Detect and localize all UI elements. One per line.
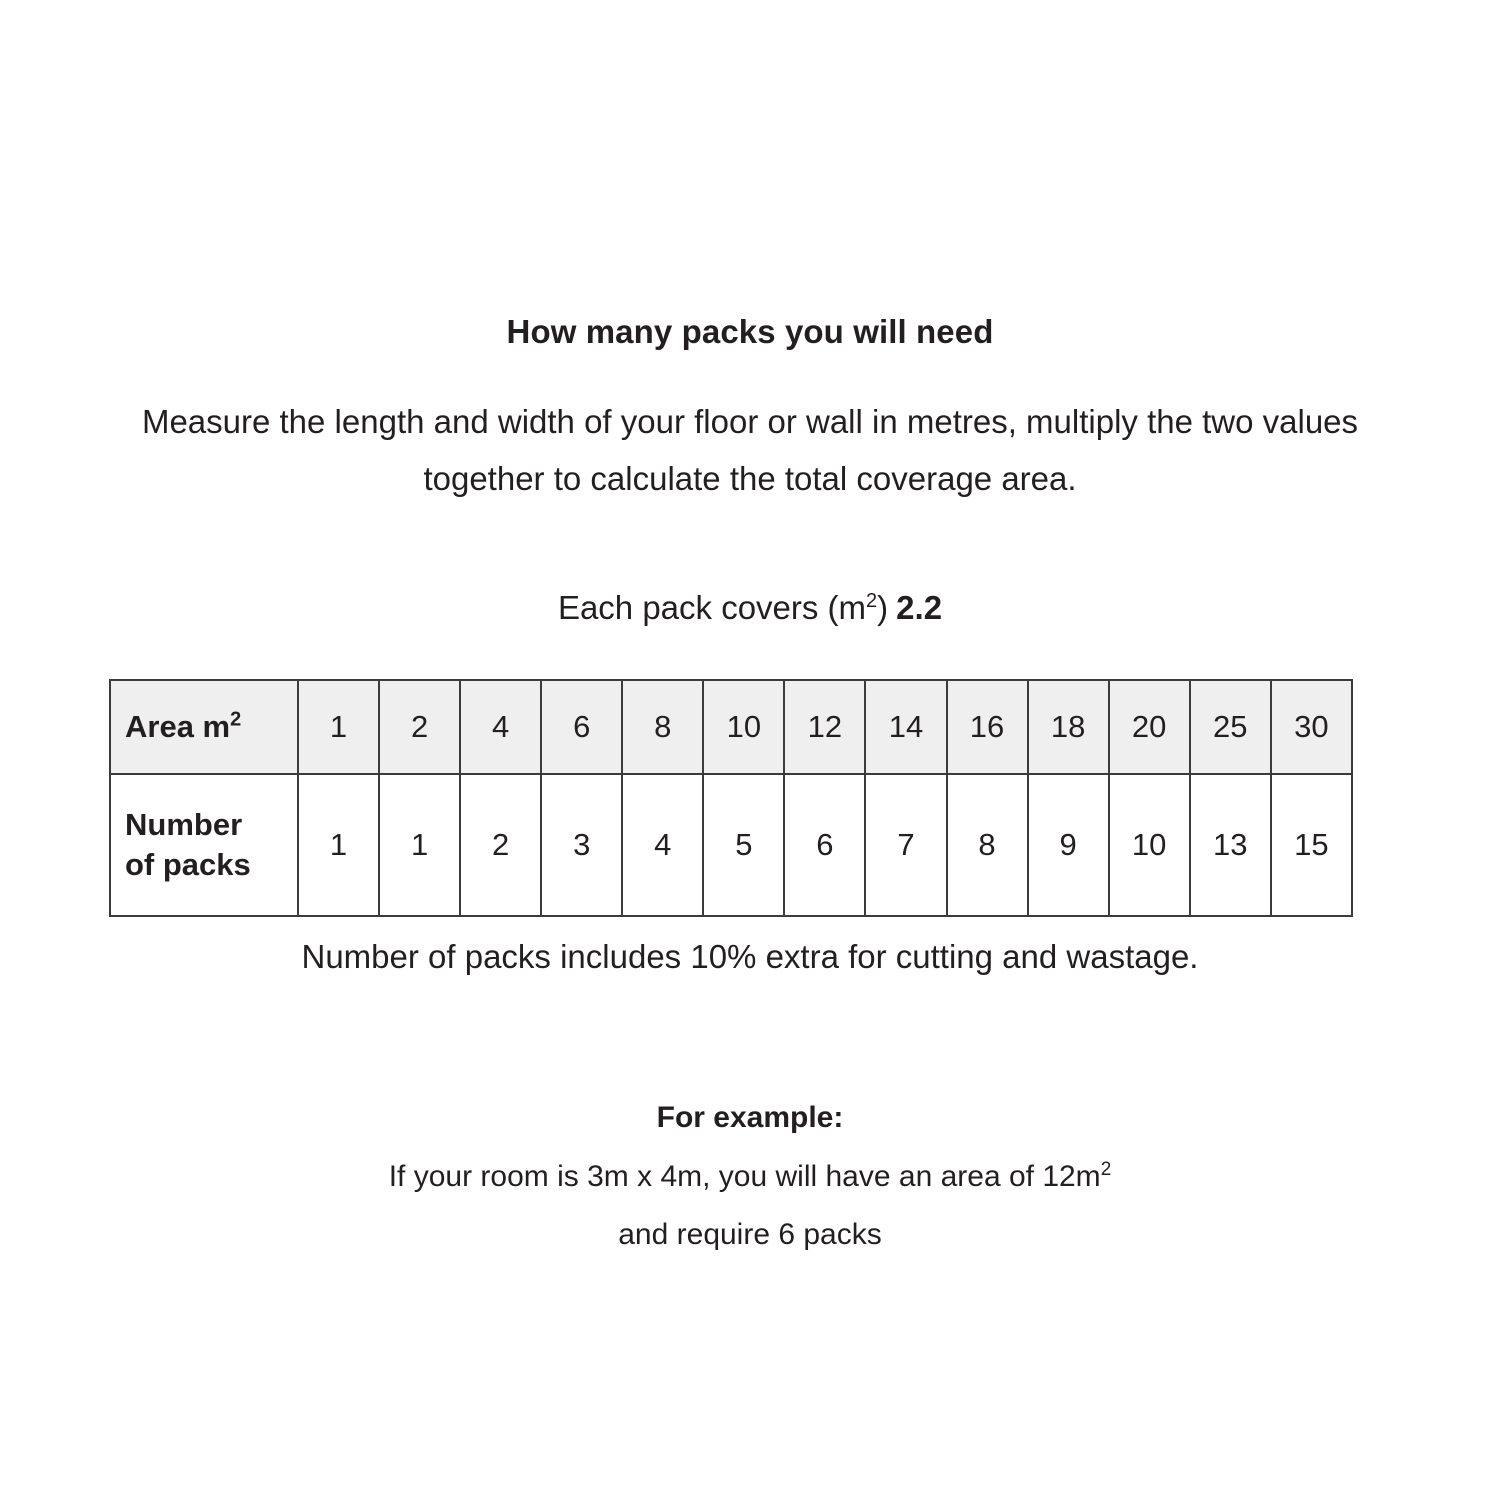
pack-coverage-value: 2.2 — [896, 589, 943, 626]
packs-cell: 15 — [1271, 774, 1352, 916]
area-cell: 14 — [865, 680, 946, 774]
packs-cell: 7 — [865, 774, 946, 916]
packs-table — [109, 679, 1353, 917]
wastage-note: Number of packs includes 10% extra for cutting and wastage. — [301, 938, 1199, 975]
packs-cell: 1 — [298, 774, 379, 916]
page-title: How many packs you will need — [506, 313, 994, 350]
intro-paragraph: Measure the length and width of your floor or wall in metres, multiply the two values together to calculate the total coverage area. — [141, 403, 1359, 497]
packs-cell: 9 — [1028, 774, 1109, 916]
pack-coverage-superscript: 2 — [866, 590, 878, 612]
pack-coverage-label: Each pack covers (m — [557, 589, 867, 626]
row-header-packs-line1: Number — [125, 807, 243, 843]
packs-cell: 5 — [703, 774, 784, 916]
row-header-area — [110, 680, 298, 774]
area-cell: 1 — [298, 680, 379, 774]
row-header-packs-line2: of packs — [125, 847, 251, 882]
packs-cell: 10 — [1109, 774, 1190, 916]
area-cell: 18 — [1028, 680, 1109, 774]
area-cell: 30 — [1271, 680, 1352, 774]
row-header-area-label: Area m — [125, 709, 231, 745]
area-cell: 6 — [541, 680, 622, 774]
area-cell: 10 — [703, 680, 784, 774]
area-cell: 2 — [379, 680, 460, 774]
area-cell: 8 — [622, 680, 703, 774]
example-line-1-superscript: 2 — [1100, 1159, 1112, 1180]
packs-cell: 2 — [460, 774, 541, 916]
pack-coverage-line — [0, 589, 1500, 627]
packs-table-container — [109, 679, 1353, 917]
area-cell: 16 — [947, 680, 1028, 774]
packs-cell: 3 — [541, 774, 622, 916]
packs-cell: 4 — [622, 774, 703, 916]
table-row-area — [110, 680, 1352, 774]
table-row-packs — [110, 774, 1352, 916]
packs-cell: 6 — [784, 774, 865, 916]
packs-cell: 1 — [379, 774, 460, 916]
example-line-2: and require 6 packs — [618, 1218, 882, 1251]
example-line-1-text: If your room is 3m x 4m, you will have an area of 12m — [388, 1160, 1101, 1193]
row-header-area-superscript: 2 — [230, 708, 242, 731]
area-cell: 25 — [1190, 680, 1271, 774]
packs-cell: 13 — [1190, 774, 1271, 916]
row-header-packs — [110, 774, 298, 916]
area-cell: 12 — [784, 680, 865, 774]
area-cell: 20 — [1109, 680, 1190, 774]
example-line-1 — [0, 1159, 1500, 1194]
example-heading: For example: — [656, 1101, 844, 1134]
packs-cell: 8 — [947, 774, 1028, 916]
pack-coverage-label-suffix: ) — [877, 589, 889, 626]
area-cell: 4 — [460, 680, 541, 774]
